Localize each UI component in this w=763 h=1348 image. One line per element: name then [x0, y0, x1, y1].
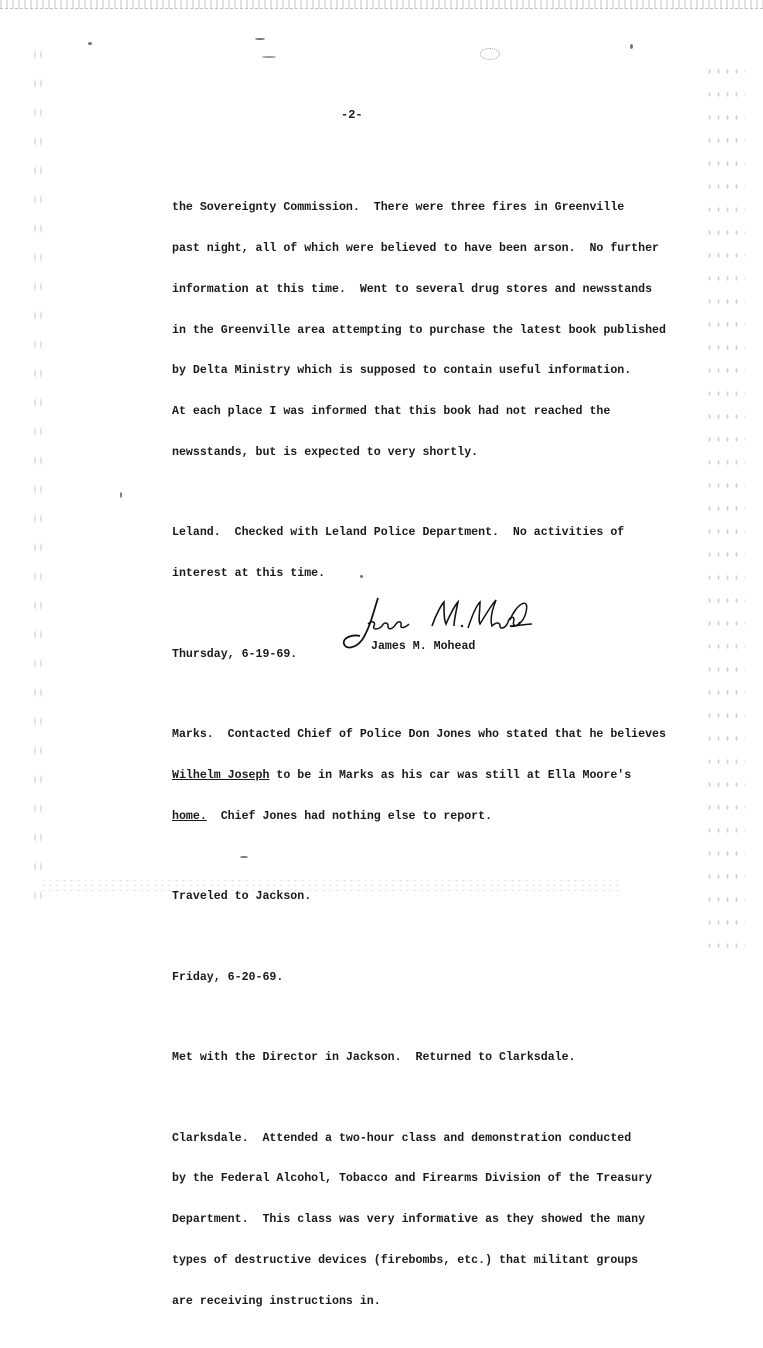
text-line: are receiving instructions in. — [172, 1294, 381, 1308]
text-line: types of destructive devices (firebombs, etc.) that militant groups — [172, 1253, 639, 1267]
scan-top-edge — [0, 0, 763, 9]
text-line: Friday, 6-20-69. — [172, 970, 284, 984]
scan-speck — [255, 38, 265, 40]
paragraph-greenville — [172, 174, 672, 487]
scan-speck — [480, 48, 500, 60]
text-fragment: to be in Marks as his car was still at Ella Moore's — [269, 768, 632, 782]
text-line: At each place I was informed that this book had not reached the — [172, 405, 611, 419]
text-line: newsstands, but is expected to very shortly. — [172, 445, 479, 459]
paragraph-traveled — [172, 863, 672, 931]
scan-speck — [262, 56, 276, 58]
underlined-name: Wilhelm Joseph — [172, 768, 270, 782]
scan-speck — [120, 492, 122, 498]
text-line: in the Greenville area attempting to purchase the latest book published — [172, 323, 666, 337]
text-line — [172, 769, 672, 783]
signatory-name: James M. Mohead — [371, 640, 476, 653]
text-line: past night, all of which were believed to have been arson. No further — [172, 241, 660, 255]
text-line: Leland. Checked with Leland Police Department. No activities of — [172, 526, 625, 540]
text-line: Department. This class was very informative as they showed the many — [172, 1213, 646, 1227]
paragraph-marks — [172, 701, 672, 851]
paragraph-clarksdale — [172, 1104, 672, 1335]
text-line: Traveled to Jackson. — [172, 890, 312, 904]
text-line: interest at this time. — [172, 567, 326, 581]
page-number: -2- — [341, 108, 363, 122]
signature-script-text: James M. Mohead — [340, 590, 350, 591]
scan-speck — [630, 44, 633, 49]
text-line — [172, 810, 672, 824]
text-line: Marks. Contacted Chief of Police Don Jones who stated that he believes — [172, 728, 666, 742]
date-heading-friday — [172, 943, 672, 1011]
scan-noise-left — [32, 40, 44, 920]
text-fragment: Chief Jones had nothing else to report. — [206, 809, 493, 823]
text-line: information at this time. Went to several drug stores and newsstands — [172, 282, 653, 296]
text-line: by the Federal Alcohol, Tobacco and Firearms Division of the Treasury — [172, 1172, 653, 1186]
paragraph-director — [172, 1024, 672, 1092]
text-line: the Sovereignty Commission. There were three fires in Greenville — [172, 201, 625, 215]
text-line: Met with the Director in Jackson. Returned to Clarksdale. — [172, 1051, 576, 1065]
scan-noise-right — [705, 60, 745, 960]
memo-body — [172, 174, 672, 1348]
text-line: by Delta Ministry which is supposed to contain useful information. — [172, 364, 632, 378]
text-line: Clarksdale. Attended a two-hour class and demonstration conducted — [172, 1131, 632, 1145]
text-line: Thursday, 6-19-69. — [172, 647, 298, 661]
scan-speck — [88, 42, 92, 45]
underlined-word: home. — [172, 809, 207, 823]
